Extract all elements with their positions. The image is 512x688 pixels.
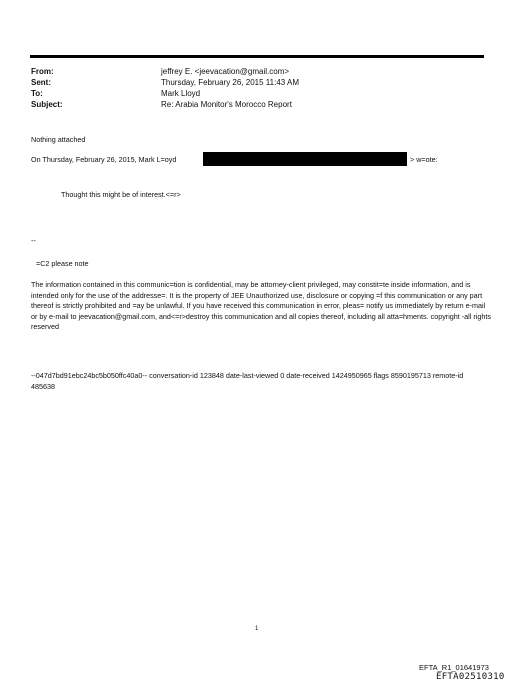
nothing-attached-text: Nothing attached xyxy=(31,135,86,144)
header-rule xyxy=(30,55,484,58)
subject-value: Re: Arabia Monitor's Morocco Report xyxy=(161,100,292,109)
bates-number-secondary: EFTA02510310 xyxy=(436,672,505,682)
reply-intro-suffix: > w=ote: xyxy=(410,155,438,164)
sent-value: Thursday, February 26, 2015 11:43 AM xyxy=(161,78,300,87)
sent-label: Sent: xyxy=(31,78,51,87)
message-metadata: --047d7bd91ebc24bc5b050ffc40a0-- conversation-id 123848 date-last-viewed 0 date-received 1424950965 flags 8590195713 remote-id 485638 xyxy=(31,371,464,391)
redaction-box xyxy=(203,152,407,166)
from-label: From: xyxy=(31,67,54,76)
subject-label: Subject: xyxy=(31,100,63,109)
please-note-text: =C2 please note xyxy=(36,259,89,268)
bates-number-primary: EFTA_R1_01641973 xyxy=(419,663,489,672)
confidentiality-disclaimer: The information contained in this communic=tion is confidential, may be attorney-client privileged, may constit=te inside information, and is intended only for the use of the addresse=. It is the property of JEE Unauthorized use, disclosure or copying =f this communication or any part thereof is strictly prohibited and =ay be unlawful. If you have received this communication in error, pleas= notify us immediately by return e-mail or by e-mail to jeevacation@gmail.com, and<=r>destroy this communication and all copies thereof, including all atta=hments. copyright -all rights reserved xyxy=(31,280,491,331)
page-number: 1 xyxy=(255,626,259,632)
signature-separator: -- xyxy=(31,236,36,245)
from-value: jeffrey E. <jeevacation@gmail.com> xyxy=(161,67,290,76)
quoted-message: Thought this might be of interest.<=r> xyxy=(61,190,181,199)
reply-intro-prefix: On Thursday, February 26, 2015, Mark L=oyd xyxy=(31,155,177,164)
to-label: To: xyxy=(31,89,43,98)
to-value: Mark Lloyd xyxy=(161,89,201,98)
